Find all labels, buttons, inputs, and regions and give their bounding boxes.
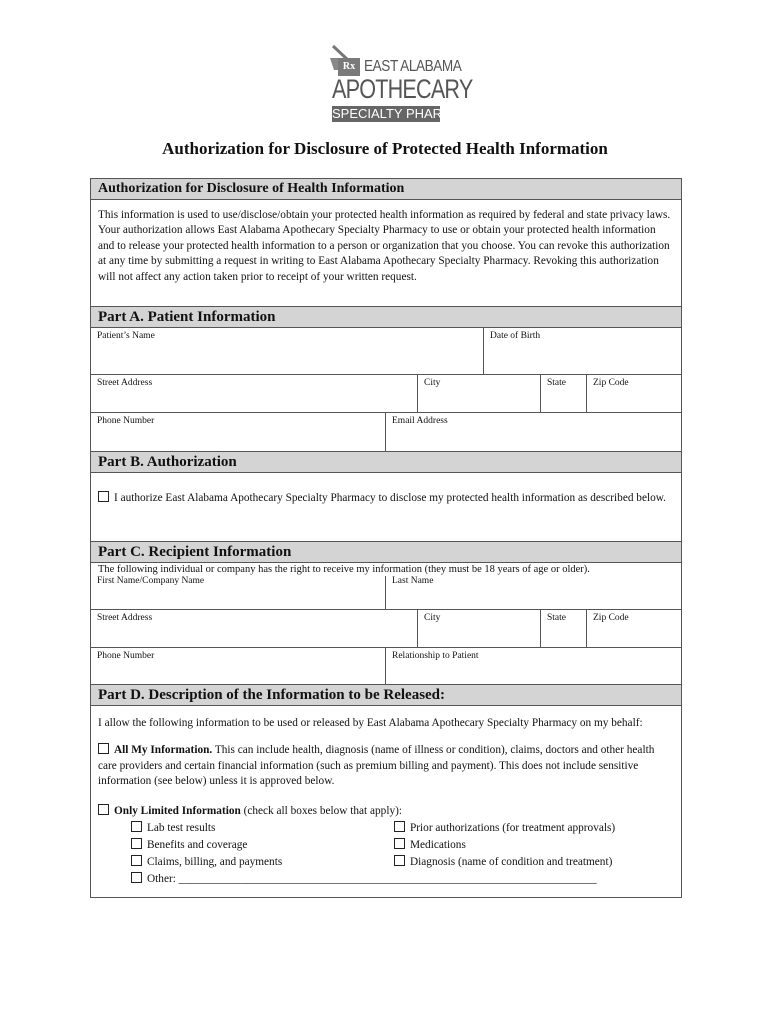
other-label: Other: __________________________________________________________________________ — [147, 873, 597, 886]
part-b-heading: Part B. Authorization — [91, 451, 681, 473]
option-diagnosis[interactable] — [394, 855, 612, 868]
logo-line-1: EAST ALABAMA — [364, 58, 462, 75]
option-checkbox[interactable] — [394, 838, 405, 849]
part-c-heading: Part C. Recipient Information — [91, 541, 681, 563]
option-medications[interactable] — [394, 838, 466, 851]
limited-info-checkbox[interactable] — [98, 804, 109, 815]
part-d-intro: I allow the following information to be used or released by East Alabama Apothecary Specialty Pharmacy on my behalf: — [98, 717, 643, 729]
patient-name-label: Patient’s Name — [97, 331, 155, 341]
option-lab-tests[interactable] — [131, 821, 215, 834]
patient-phone-field[interactable] — [91, 413, 386, 451]
recipient-street-field[interactable] — [91, 610, 418, 647]
phone-label: Phone Number — [97, 416, 155, 426]
dob-label: Date of Birth — [490, 331, 541, 341]
option-checkbox[interactable] — [131, 872, 142, 883]
state-label: State — [547, 378, 566, 388]
rx-badge: Rx — [338, 58, 360, 76]
zip-label: Zip Code — [593, 378, 629, 388]
patient-city-field[interactable] — [418, 375, 541, 412]
part-a-heading: Part A. Patient Information — [91, 306, 681, 328]
recipient-street-label: Street Address — [97, 613, 153, 623]
relationship-label: Relationship to Patient — [392, 651, 479, 661]
logo-line-2: APOTHECARY — [332, 74, 473, 104]
recipient-state-field[interactable] — [541, 610, 587, 647]
patient-email-field[interactable] — [386, 413, 681, 451]
recipient-phone-label: Phone Number — [97, 651, 155, 661]
authorization-form — [90, 178, 682, 898]
option-benefits[interactable] — [131, 838, 247, 851]
recipient-relationship-field[interactable] — [386, 648, 681, 684]
intro-text: This information is used to use/disclose/obtain your protected health information as required by federal and state privacy laws. Your authorization allows East Alabama Apothecary Specialty Pharmacy to use or obtain your protected health information and to release your protected health information to a person or organization that you choose. You can revoke this authorization at any time by submitting a request in writing to East Alabama Apothecary Specialty Pharmacy. Revoking this authorization will not affect any action taken prior to receipt of your written request. — [98, 209, 671, 283]
limited-info-text: (check all boxes below that apply): — [240, 804, 403, 817]
last-name-label: Last Name — [392, 576, 434, 586]
page-title: Authorization for Disclosure of Protected Health Information — [162, 139, 608, 158]
option-label: Benefits and coverage — [147, 839, 248, 852]
limited-info-bold: Only Limited Information — [114, 804, 241, 817]
all-info-text: This can include health, diagnosis (name of illness or condition), claims, doctors and other health care providers and certain financial information (such as premium billing and payment). This does not include sensitive information (see below) unless it is approved below. — [98, 744, 655, 788]
part-b-text — [91, 473, 681, 541]
option-label: Lab test results — [147, 822, 216, 835]
recipient-zip-field[interactable] — [587, 610, 681, 647]
option-checkbox[interactable] — [131, 821, 142, 832]
option-checkbox[interactable] — [394, 855, 405, 866]
option-checkbox[interactable] — [131, 838, 142, 849]
city-label: City — [424, 378, 441, 388]
all-info-bold: All My Information. — [114, 744, 213, 757]
authorize-checkbox[interactable] — [98, 491, 109, 502]
all-info-checkbox[interactable] — [98, 743, 109, 754]
recipient-first-name-field[interactable] — [91, 576, 386, 609]
limited-options — [91, 819, 681, 897]
patient-name-field[interactable] — [91, 328, 484, 374]
pharmacy-logo — [330, 44, 480, 122]
recipient-zip-label: Zip Code — [593, 613, 629, 623]
all-info-option — [91, 737, 681, 795]
option-label: Claims, billing, and payments — [147, 856, 283, 869]
option-checkbox[interactable] — [394, 821, 405, 832]
limited-info-option — [91, 796, 681, 819]
patient-state-field[interactable] — [541, 375, 587, 412]
first-name-label: First Name/Company Name — [97, 576, 205, 586]
option-claims[interactable] — [131, 855, 282, 868]
recipient-city-label: City — [424, 613, 441, 623]
part-d-heading: Part D. Description of the Information to be Released: — [91, 684, 681, 706]
option-checkbox[interactable] — [131, 855, 142, 866]
option-label: Diagnosis (name of condition and treatment) — [410, 856, 613, 869]
email-label: Email Address — [392, 416, 448, 426]
part-c-note: The following individual or company has the right to receive my information (they must be 18 years of age or older). — [98, 564, 590, 575]
street-label: Street Address — [97, 378, 153, 388]
patient-street-field[interactable] — [91, 375, 418, 412]
option-prior-auth[interactable] — [394, 821, 615, 834]
recipient-last-name-field[interactable] — [386, 576, 681, 609]
option-label: Prior authorizations (for treatment approvals) — [410, 822, 616, 835]
logo-line-3: SPECIALTY PHARMACY — [332, 106, 480, 121]
option-other[interactable] — [131, 872, 597, 885]
recipient-phone-field[interactable] — [91, 648, 386, 684]
patient-zip-field[interactable] — [587, 375, 681, 412]
recipient-city-field[interactable] — [418, 610, 541, 647]
authorize-label: I authorize East Alabama Apothecary Specialty Pharmacy to disclose my protected health information as described below. — [114, 492, 667, 504]
option-label: Medications — [410, 839, 466, 852]
dob-field[interactable] — [484, 328, 681, 374]
recipient-state-label: State — [547, 613, 566, 623]
intro-heading: Authorization for Disclosure of Health Information — [91, 179, 681, 200]
